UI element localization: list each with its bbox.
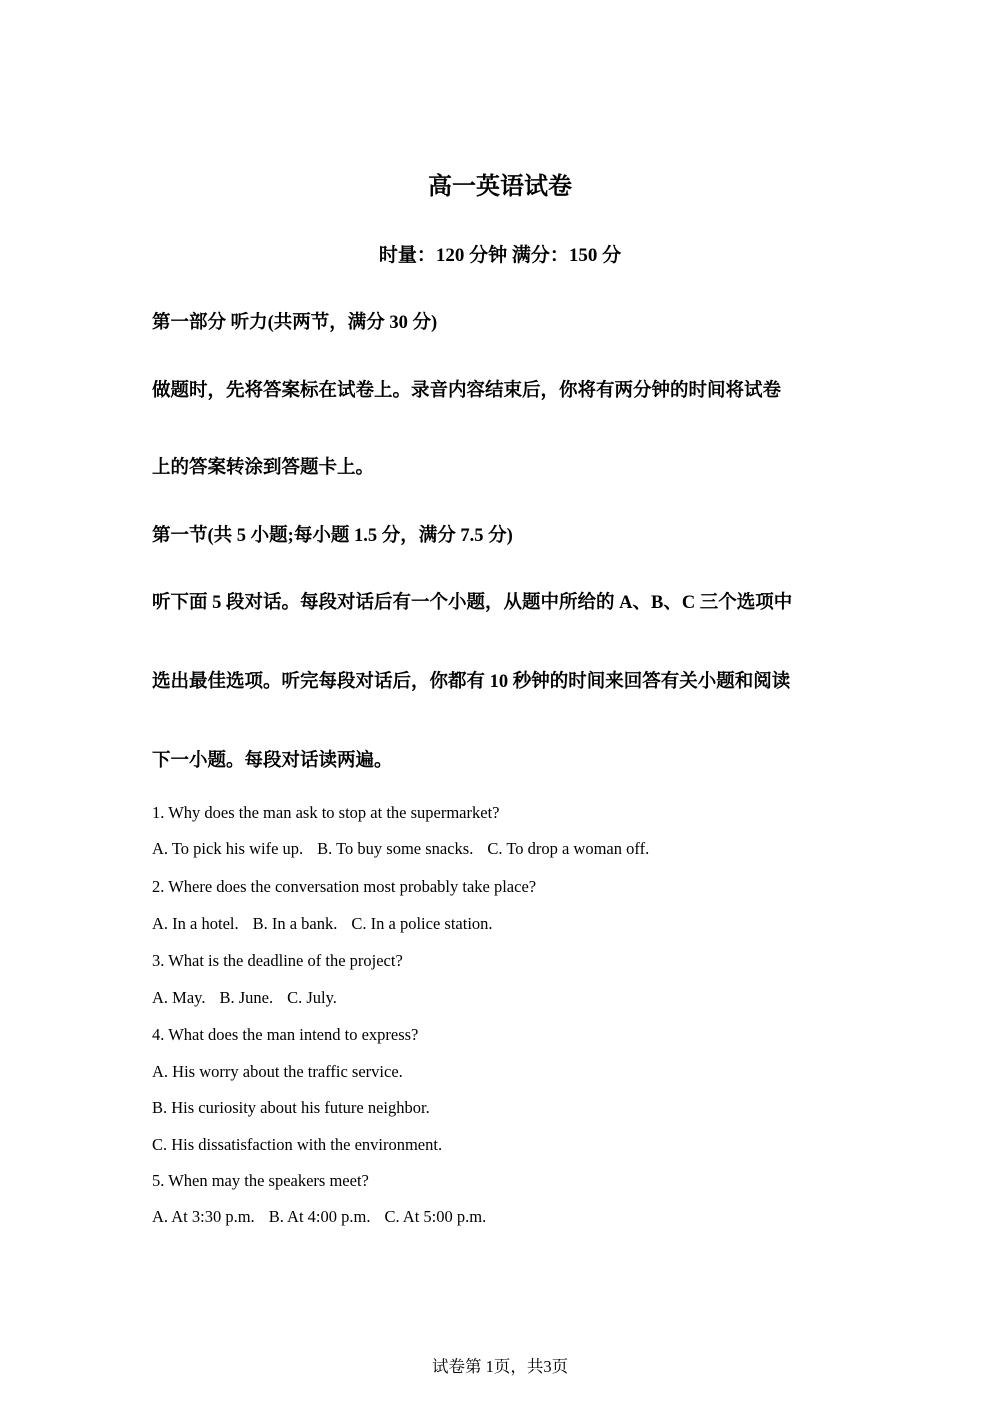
option-b: B. June. — [219, 988, 274, 1007]
option-c: C. To drop a woman off. — [487, 839, 650, 858]
exam-time-and-score: 时量：120 分钟 满分：150 分 — [378, 245, 622, 266]
question-stem: 5. When may the speakers meet? — [152, 1171, 369, 1190]
question-stem: 2. Where does the conversation most probably take place? — [152, 877, 537, 896]
option-b: B. In a bank. — [252, 914, 338, 933]
option-a: A. His worry about the traffic service. — [152, 1062, 403, 1081]
section1-intro-line-1: 听下面 5 段对话。每段对话后有一个小题，从题中所给的 A、B、C 三个选项中 — [152, 593, 793, 613]
section1-intro-line-3: 下一小题。每段对话读两遍。 — [152, 751, 393, 771]
question-stem: 1. Why does the man ask to stop at the supermarket? — [152, 803, 500, 822]
option-c: C. July. — [287, 988, 337, 1007]
question-stem: 3. What is the deadline of the project? — [152, 951, 403, 970]
question-options — [152, 1205, 486, 1229]
option-a: A. In a hotel. — [152, 914, 239, 933]
option-b: B. At 4:00 p.m. — [268, 1207, 371, 1226]
part1-intro-line-1: 做题时，先将答案标在试卷上。录音内容结束后，你将有两分钟的时间将试卷 — [152, 381, 782, 401]
part1-intro-line-2: 上的答案转涂到答题卡上。 — [152, 458, 375, 478]
question-options — [152, 912, 493, 936]
question-stem: 4. What does the man intend to express? — [152, 1025, 419, 1044]
page-number-footer: 试卷第 1页，共3页 — [431, 1357, 569, 1376]
option-b: B. His curiosity about his future neighbor. — [152, 1098, 430, 1117]
option-b: B. To buy some snacks. — [317, 839, 474, 858]
question-options — [152, 837, 649, 861]
part1-heading: 第一部分 听力(共两节，满分 30 分) — [152, 313, 438, 333]
option-c: C. His dissatisfaction with the environment. — [152, 1135, 443, 1154]
question-options — [152, 986, 337, 1010]
option-c: C. At 5:00 p.m. — [384, 1207, 487, 1226]
option-a: A. At 3:30 p.m. — [152, 1207, 255, 1226]
page-title: 高一英语试卷 — [428, 172, 572, 200]
option-a: A. To pick his wife up. — [152, 839, 304, 858]
section1-heading: 第一节(共 5 小题;每小题 1.5 分，满分 7.5 分) — [152, 526, 513, 546]
section1-intro-line-2: 选出最佳选项。听完每段对话后，你都有 10 秒钟的时间来回答有关小题和阅读 — [152, 672, 791, 692]
option-a: A. May. — [152, 988, 206, 1007]
option-c: C. In a police station. — [351, 914, 493, 933]
